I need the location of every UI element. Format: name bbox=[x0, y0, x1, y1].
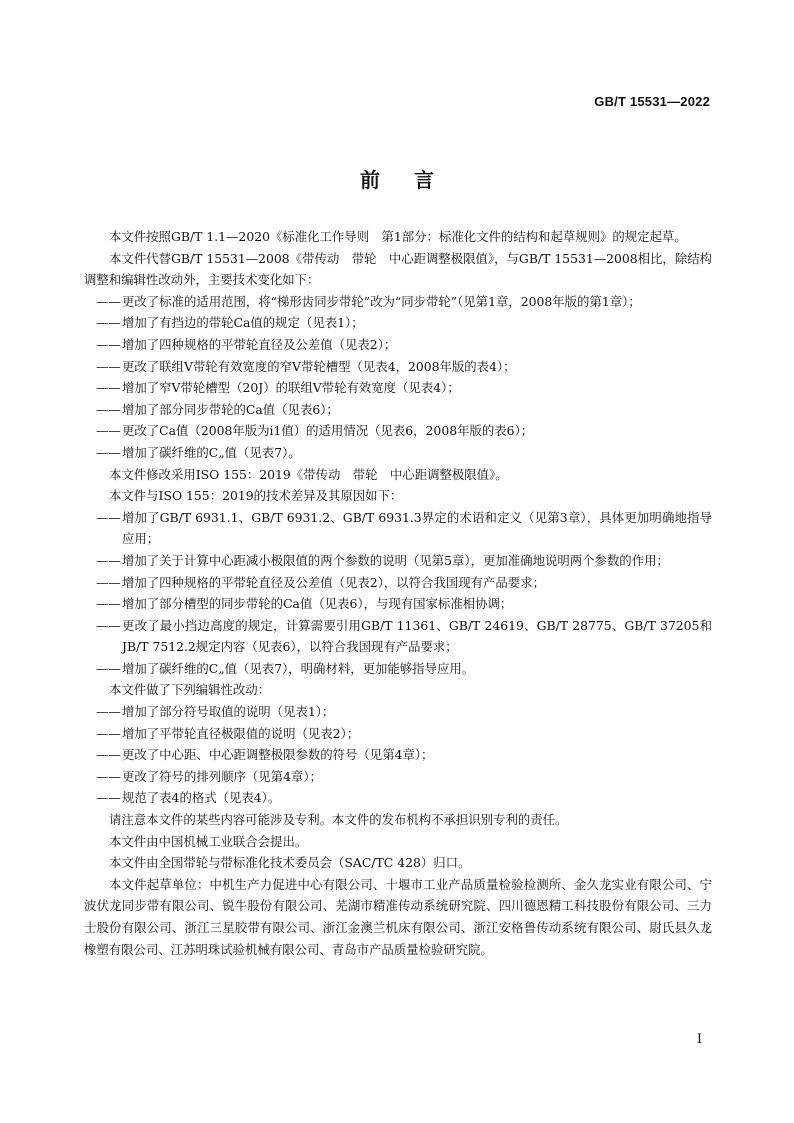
list-item: —— 增加了碳纤维的C„值（见表7）。 bbox=[84, 442, 712, 464]
dash-marker: —— bbox=[96, 401, 121, 417]
list-item: —— 更改了标准的适用范围，将“梯形齿同步带轮”改为“同步带轮”（见第1章，2008年版的第1章）； bbox=[84, 291, 712, 313]
dash-marker: —— bbox=[96, 509, 121, 525]
paragraph-drafting-basis: 本文件按照GB/T 1.1—2020《标准化工作导则 第1部分：标准化文件的结构和起草规则》的规定起草。 bbox=[109, 229, 687, 244]
dash-marker: —— bbox=[96, 790, 121, 806]
list-item: —— 更改了最小挡边高度的规定，计算需要引用GB/T 11361、GB/T 24619、GB/T 28775、GB/T 37205和JB/T 7512.2规定内容（见表6），以符合我国现有产品要求； bbox=[84, 615, 712, 658]
dash-marker: —— bbox=[96, 336, 121, 352]
list-item: —— 增加了四种规格的平带轮直径及公差值（见表2），以符合我国现有产品要求； bbox=[84, 572, 712, 594]
dash-marker: —— bbox=[96, 423, 121, 439]
paragraph-proposer: 本文件由中国机械工业联合会提出。 bbox=[109, 833, 308, 849]
list-item: —— 增加了平带轮直径极限值的说明（见表2）； bbox=[84, 723, 712, 745]
list-item: —— 增加了部分同步带轮的Ca值（见表6）； bbox=[84, 399, 712, 421]
page-number: I bbox=[696, 1032, 702, 1047]
editorial-changes-list bbox=[84, 701, 712, 809]
dash-marker: —— bbox=[96, 768, 121, 784]
dash-marker: —— bbox=[96, 380, 121, 396]
dash-marker: —— bbox=[96, 660, 121, 676]
list-item: —— 增加了四种规格的平带轮直径及公差值（见表2）； bbox=[84, 334, 712, 356]
list-item: —— 更改了联组V带轮有效宽度的窄V带轮槽型（见表4，2008年版的表4）； bbox=[84, 356, 712, 378]
list-item: —— 规范了表4的格式（见表4）。 bbox=[84, 787, 712, 809]
list-item: —— 增加了关于计算中心距减小极限值的两个参数的说明（见第5章），更加准确地说明两个参数的作用； bbox=[84, 550, 712, 572]
technical-changes-list bbox=[84, 291, 712, 464]
dash-marker: —— bbox=[96, 596, 121, 612]
dash-marker: —— bbox=[96, 704, 121, 720]
list-item: —— 增加了有挡边的带轮Ca值的规定（见表1）； bbox=[84, 312, 712, 334]
list-item: —— 更改了符号的排列顺序（见第4章）； bbox=[84, 766, 712, 788]
list-item: —— 增加了部分槽型的同步带轮的Ca值（见表6），与现有国家标准相协调； bbox=[84, 593, 712, 615]
dash-marker: —— bbox=[96, 574, 121, 590]
list-item: —— 更改了中心距、中心距调整极限参数的符号（见第4章）； bbox=[84, 744, 712, 766]
dash-marker: —— bbox=[96, 617, 121, 633]
paragraph-differences-intro: 本文件与ISO 155：2019的技术差异及其原因如下： bbox=[109, 488, 403, 504]
page-title: 前言 bbox=[360, 168, 468, 192]
dash-marker: —— bbox=[96, 293, 121, 309]
dash-marker: —— bbox=[96, 552, 121, 568]
dash-marker: —— bbox=[96, 444, 121, 460]
list-item: —— 更改了Ca值（2008年版为i1值）的适用情况（见表6，2008年版的表6）； bbox=[84, 420, 712, 442]
paragraph-adoption: 本文件修改采用ISO 155：2019《带传动 带轮 中心距调整极限值》。 bbox=[109, 466, 508, 482]
paragraph-replacement: 本文件代替GB/T 15531—2008《带传动 带轮 中心距调整极限值》，与GB/T 15531—2008相比，除结构调整和编辑性改动外，主要技术变化如下： bbox=[84, 250, 712, 288]
dash-marker: —— bbox=[96, 315, 121, 331]
paragraph-patent-notice: 请注意本文件的某些内容可能涉及专利。本文件的发布机构不承担识别专利的责任。 bbox=[109, 812, 568, 828]
technical-differences-list bbox=[84, 507, 712, 680]
paragraph-drafting-organizations: 本文件起草单位：中机生产力促进中心有限公司、十堰市工业产品质量检验检测所、金久龙实业有限公司、宁波伏龙同步带有限公司、锐牛股份有限公司、芜湖市精准传动系统研究院、四川德恩精工科技股份有限公司、三力士股份有限公司、浙江三星胶带有限公司、浙江金澳兰机床有限公司、浙江安格鲁传动系统有限公司、尉氏县久龙橡塑有限公司、江苏明珠试验机械有限公司、青岛市产品质量检验研究院。 bbox=[84, 876, 712, 957]
list-item: —— 增加了碳纤维的C„值（见表7），明确材料，更加能够指导应用。 bbox=[84, 658, 712, 680]
foreword-body bbox=[84, 226, 712, 960]
paragraph-responsible-committee: 本文件由全国带轮与带标准化技术委员会（SAC/TC 428）归口。 bbox=[109, 855, 471, 871]
dash-marker: —— bbox=[96, 358, 121, 374]
document-code: GB/T 15531—2022 bbox=[594, 94, 710, 109]
dash-marker: —— bbox=[96, 725, 121, 741]
list-item: —— 增加了GB/T 6931.1、GB/T 6931.2、GB/T 6931.3界定的术语和定义（见第3章），具体更加明确地指导应用； bbox=[84, 507, 712, 550]
list-item: —— 增加了部分符号取值的说明（见表1）； bbox=[84, 701, 712, 723]
list-item: —— 增加了窄V带轮槽型（20J）的联组V带轮有效宽度（见表4）； bbox=[84, 377, 712, 399]
dash-marker: —— bbox=[96, 747, 121, 763]
paragraph-editorial-intro: 本文件做了下列编辑性改动： bbox=[109, 682, 271, 698]
